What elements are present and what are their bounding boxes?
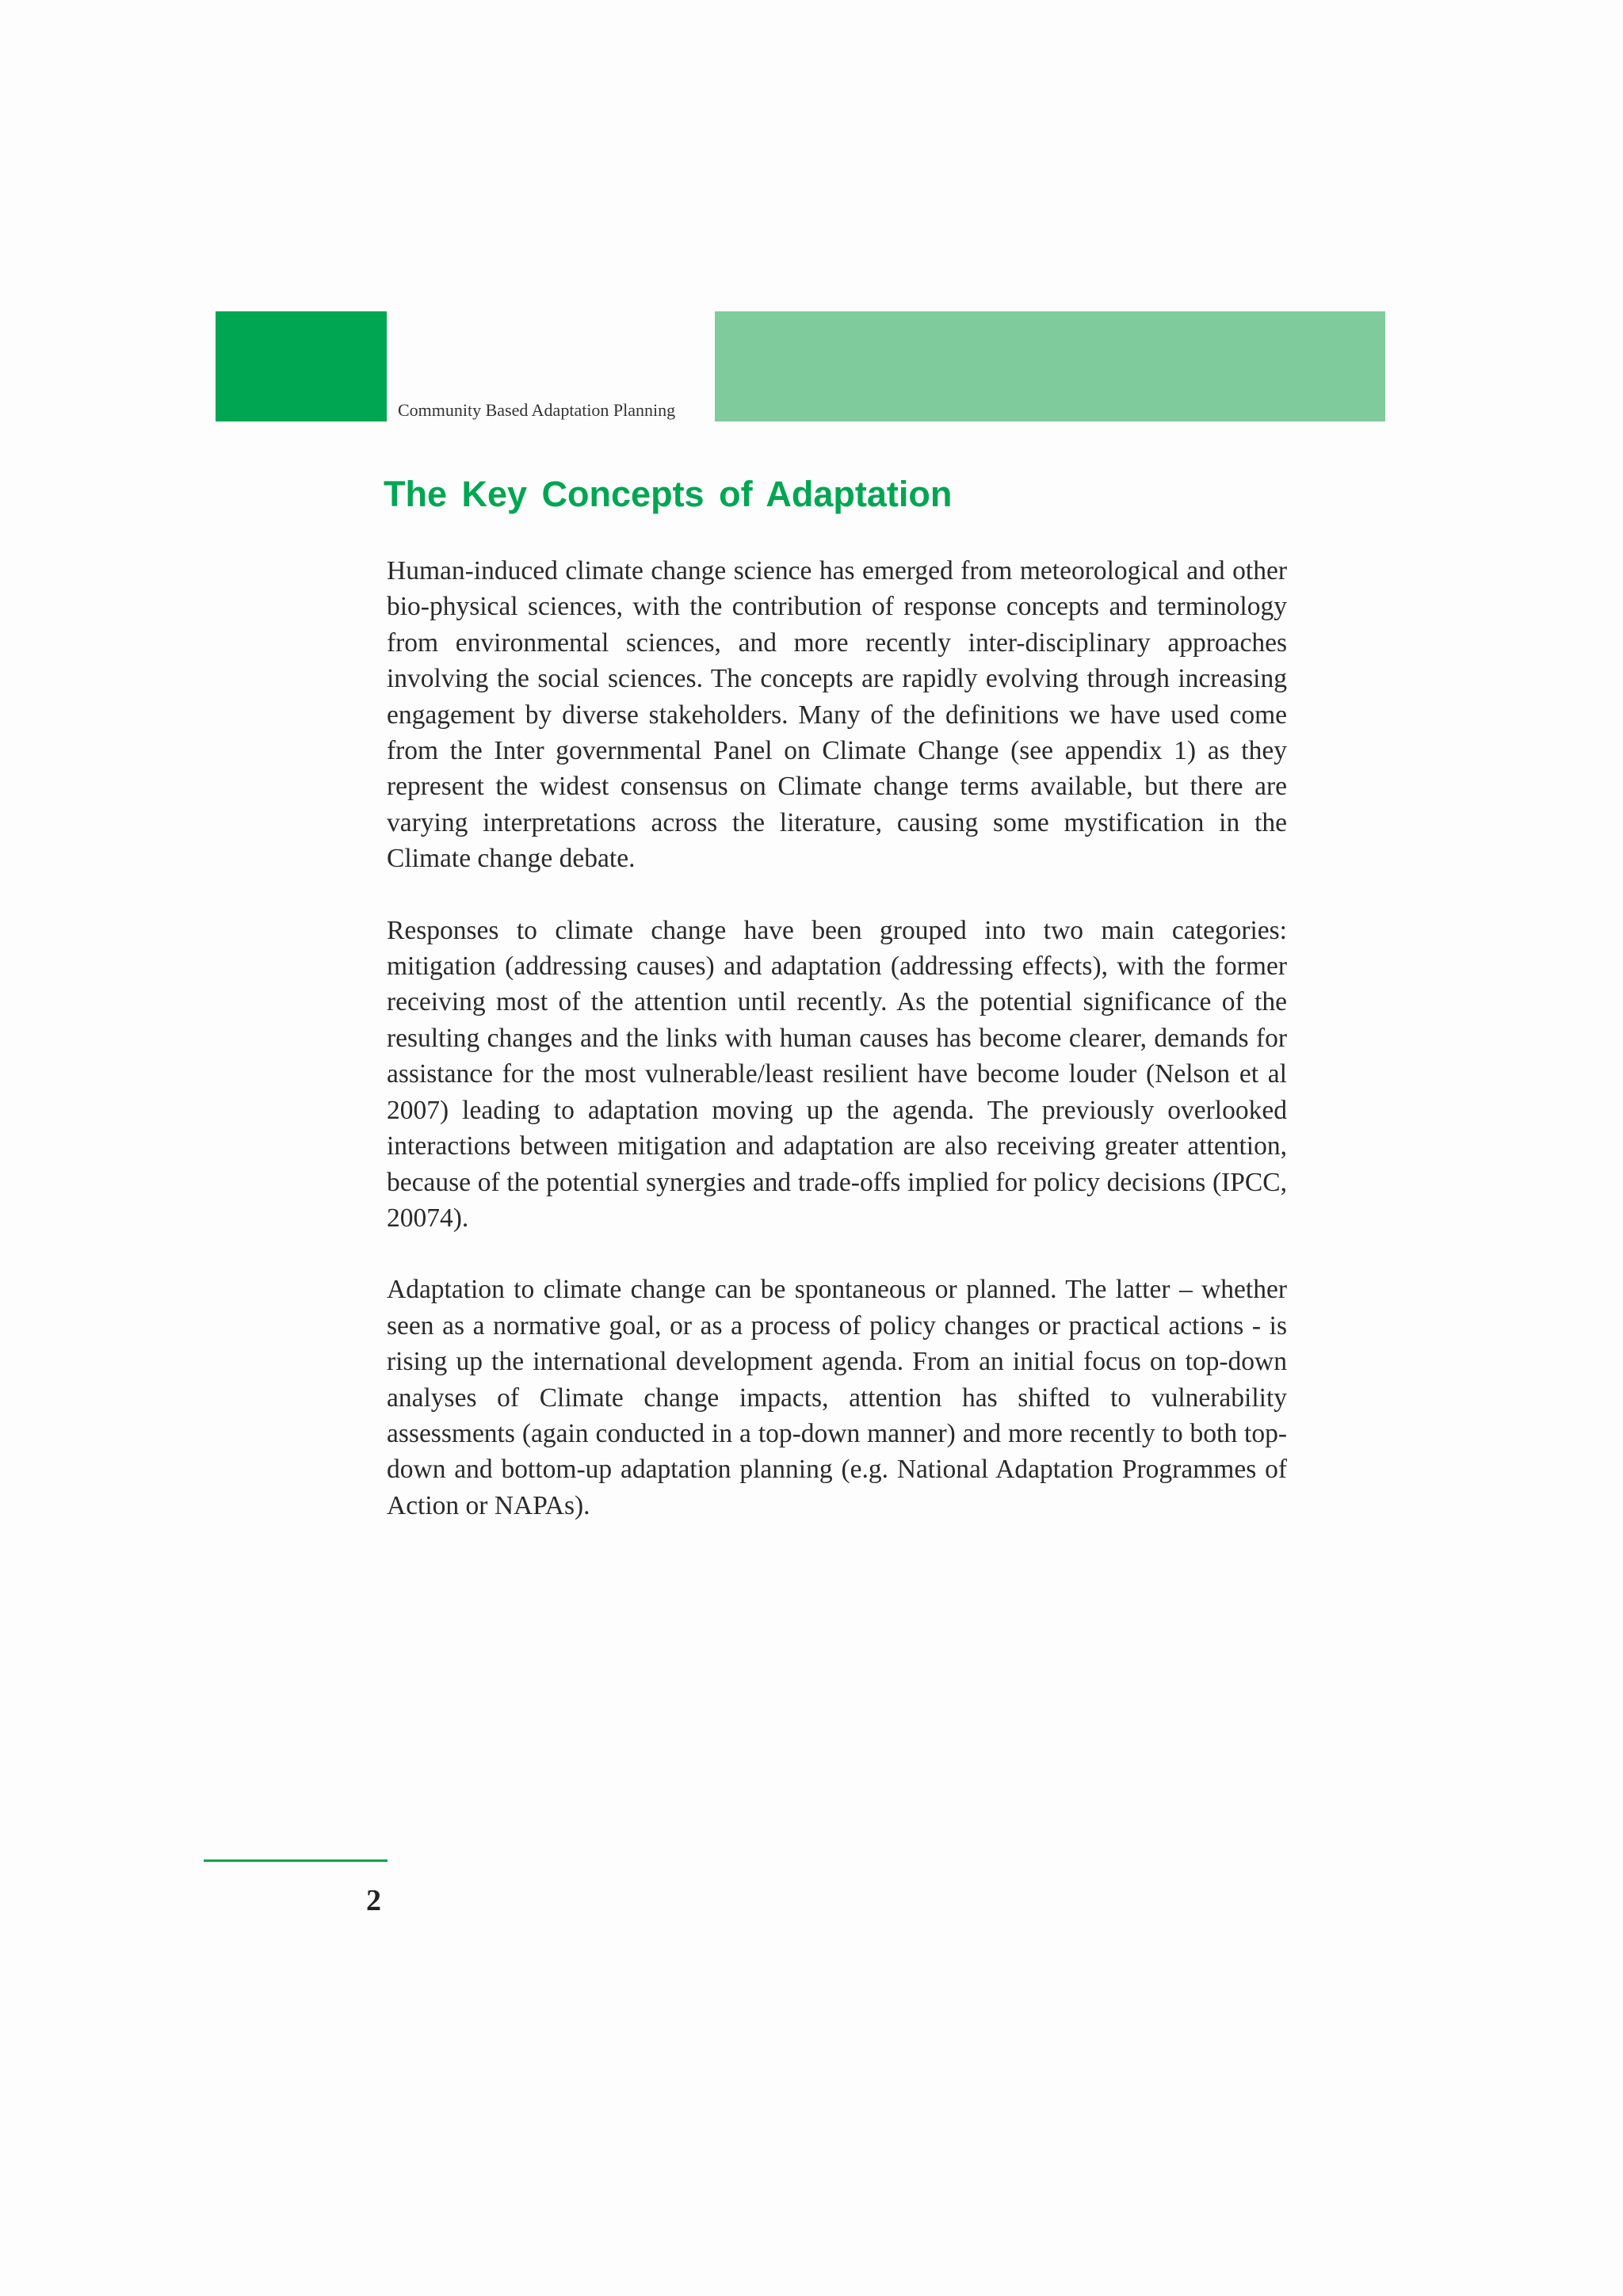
running-header: Community Based Adaptation Planning [398,400,676,420]
footer-rule [204,1859,388,1862]
paragraph-1: Human-induced climate change science has emerged from meteorological and other bio-physical sciences, with the contribution of response concepts and terminology from environmental sciences, and more recently inter-disciplinary approaches involving the social sciences. The concepts are rapidly evolving through increasing engagement by diverse stakeholders. Many of the definitions we have used come from the Inter governmental Panel on Climate Change (see appendix 1) as they represent the widest consensus on Climate change terms available, but there are varying interpretations across the literature, causing some mystification in the Climate change debate. [387,556,1287,874]
body-text [387,553,1287,1559]
paragraph-2: Responses to climate change have been grouped into two main categories: mitigation (addressing causes) and adaptation (addressing effects), with the former receiving most of the attention until recently. As the potential significance of the resulting changes and the links with human causes has become clearer, demands for assistance for the most vulnerable/least resilient have become louder (Nelson et al 2007) leading to adaptation moving up the agenda. The previously overlooked interactions between mitigation and adaptation are also receiving greater attention, because of the potential synergies and trade-offs implied for policy decisions (IPCC, 20074). [387,915,1287,1233]
page-number: 2 [366,1884,381,1917]
header-color-block-dark [216,311,387,421]
paragraph-3: Adaptation to climate change can be spontaneous or planned. The latter – whether seen as a normative goal, or as a process of policy changes or practical actions - is rising up the international development agenda. From an initial focus on top-down analyses of Climate change impacts, attention has shifted to vulnerability assessments (again conducted in a top-down manner) and more recently to both top-down and bottom-up adaptation planning (e.g. National Adaptation Programmes of Action or NAPAs). [387,1275,1287,1520]
section-title: The Key Concepts of Adaptation [384,474,953,514]
header-color-block-light [715,311,1385,421]
